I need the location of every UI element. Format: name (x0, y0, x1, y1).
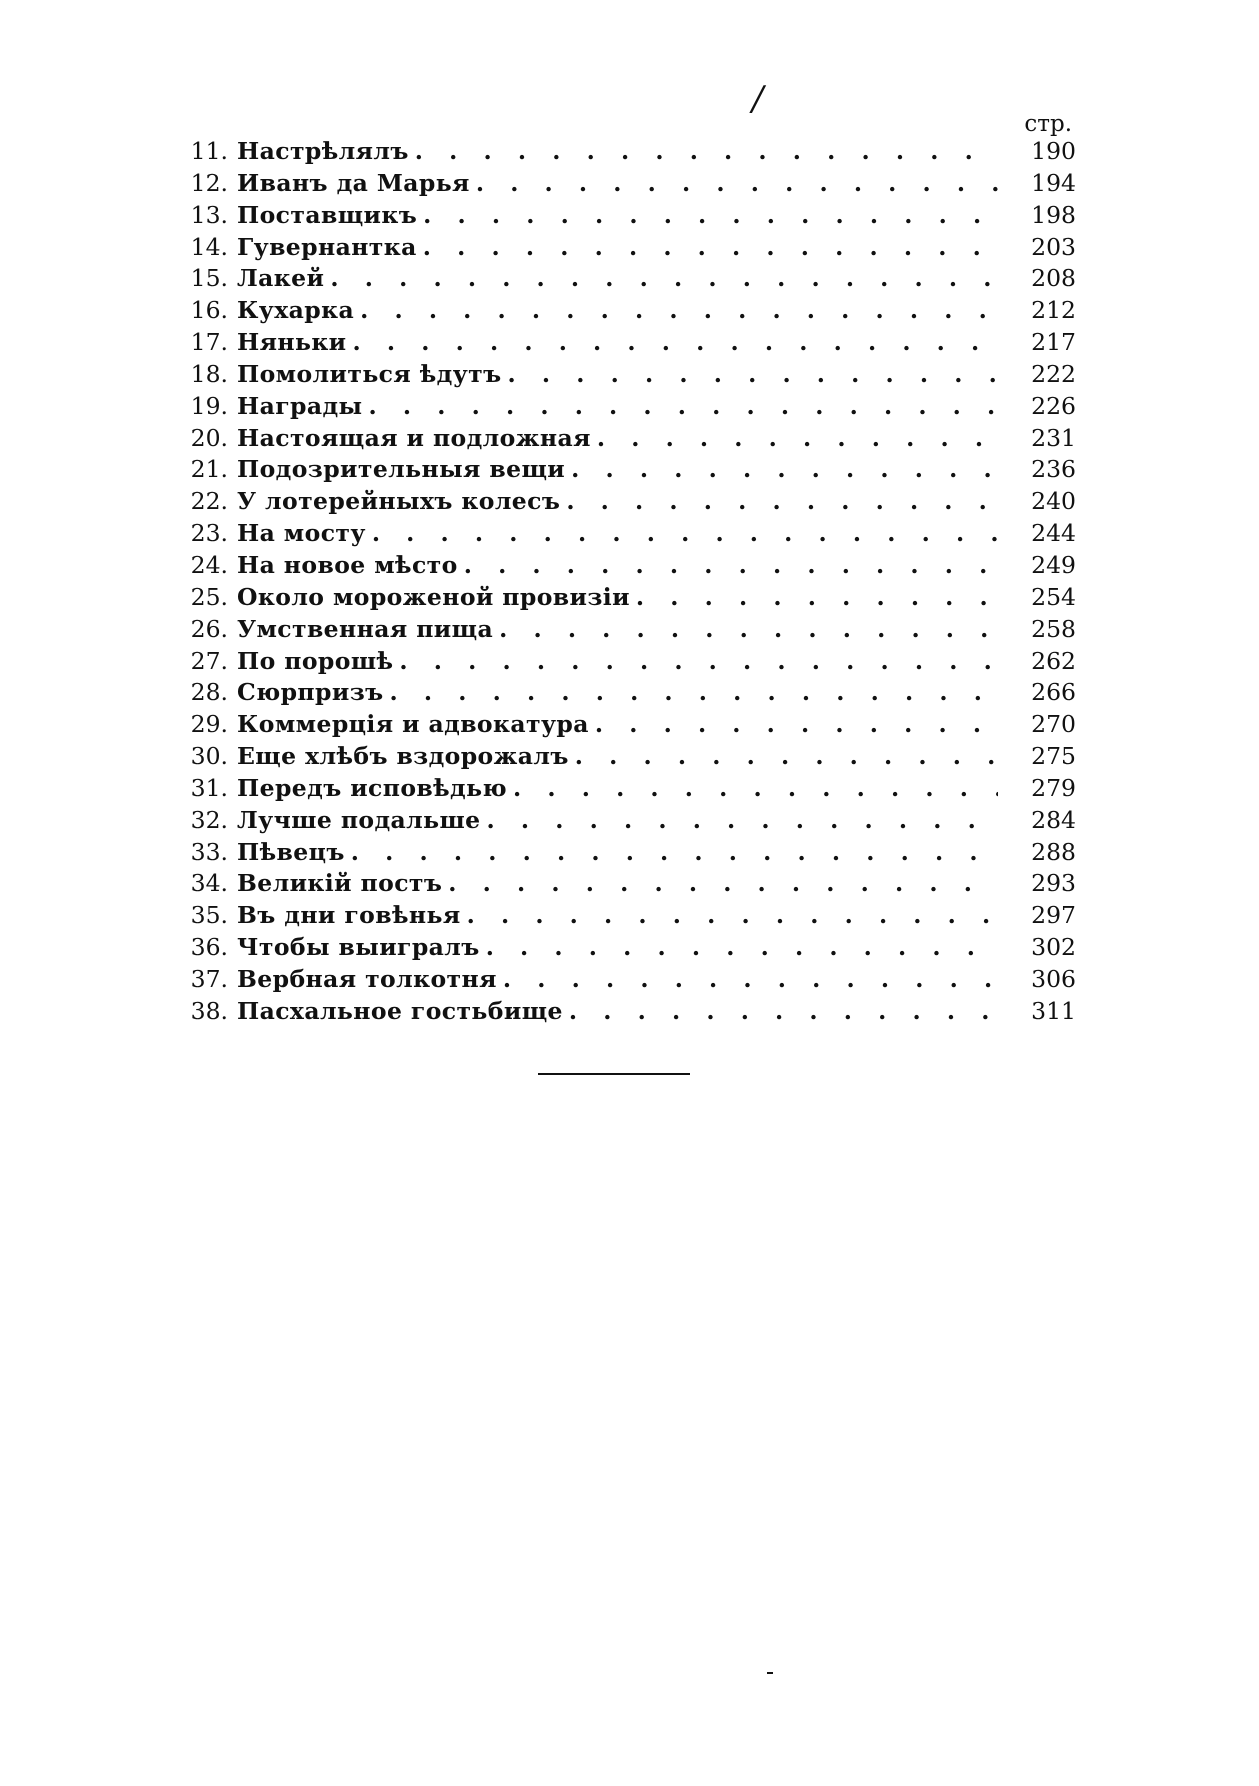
dot-leader (448, 868, 998, 900)
dot-leader (330, 263, 998, 295)
entry-page-number: 203 (1031, 232, 1076, 261)
entry-title: Пасхальное гостьбище (237, 996, 563, 1025)
entry-number: 16. (190, 296, 228, 325)
dot-leader (423, 200, 998, 232)
toc-entry (178, 646, 1076, 678)
entry-number: 23. (190, 519, 228, 548)
entry-page-number: 194 (1031, 168, 1076, 197)
entry-page-number: 217 (1031, 328, 1076, 357)
entry-title: Настрѣлялъ (237, 137, 409, 165)
toc-entry (178, 837, 1076, 869)
dot-leader (575, 741, 998, 773)
entry-page-number: 226 (1031, 391, 1076, 420)
dot-leader (399, 646, 998, 678)
entry-page-number: 249 (1031, 550, 1076, 579)
dot-leader (571, 454, 998, 486)
entry-page-number: 198 (1031, 200, 1076, 229)
entry-title: По порошѣ (237, 646, 394, 675)
entry-number: 27. (190, 646, 228, 675)
toc-entry (178, 232, 1076, 264)
entry-page-number: 293 (1031, 869, 1076, 898)
entry-number: 33. (190, 837, 228, 866)
entry-title: Гувернантка (237, 232, 417, 261)
entry-title: Помолиться ѣдутъ (237, 359, 502, 388)
entry-page-number: 222 (1031, 359, 1076, 388)
dot-leader (372, 518, 998, 550)
entry-page-number: 231 (1031, 423, 1076, 452)
entry-title: Великій постъ (237, 869, 443, 898)
entry-page-number: 262 (1031, 646, 1076, 675)
entry-page-number: 266 (1031, 678, 1076, 707)
toc-entry (178, 677, 1076, 709)
entry-title: Въ дни говѣнья (237, 901, 461, 930)
dot-leader (487, 805, 998, 837)
entry-number: 12. (190, 168, 228, 197)
toc-entry (178, 932, 1076, 964)
entry-title: Лакей (237, 264, 325, 293)
page-mark: / (752, 79, 764, 119)
entry-number: 38. (190, 996, 228, 1025)
entry-number: 17. (190, 328, 228, 357)
entry-title: Около мороженой провизіи (237, 582, 630, 611)
entry-title: Передъ исповѣдью (237, 773, 507, 802)
entry-number: 14. (190, 232, 228, 261)
entry-page-number: 279 (1031, 773, 1076, 802)
entry-number: 22. (190, 487, 228, 516)
entry-number: 35. (190, 901, 228, 930)
entry-title: Награды (237, 391, 363, 420)
toc-entry (178, 741, 1076, 773)
dot-leader (360, 295, 998, 327)
entry-number: 18. (190, 359, 228, 388)
toc-entry (178, 518, 1076, 550)
dot-leader (464, 550, 998, 582)
end-rule (538, 1073, 690, 1075)
toc-entry (178, 391, 1076, 423)
toc-entry (178, 550, 1076, 582)
dot-leader (636, 582, 998, 614)
entry-page-number: 236 (1031, 455, 1076, 484)
entry-page-number: 190 (1031, 137, 1076, 165)
dot-leader (351, 837, 998, 869)
entry-number: 36. (190, 933, 228, 962)
toc-entry (178, 327, 1076, 359)
dot-leader (597, 423, 998, 455)
toc-entry (178, 773, 1076, 805)
toc-entry (178, 900, 1076, 932)
toc-entry (178, 996, 1076, 1028)
dot-leader (503, 964, 998, 996)
entry-title: Кухарка (237, 296, 355, 325)
entry-page-number: 240 (1031, 487, 1076, 516)
entry-page-number: 311 (1031, 996, 1076, 1025)
entry-number: 30. (190, 742, 228, 771)
entry-title: Настоящая и подложная (237, 423, 591, 452)
entry-number: 19. (190, 391, 228, 420)
toc-entry (178, 709, 1076, 741)
toc-entry (178, 359, 1076, 391)
entry-title: Сюрпризъ (237, 678, 384, 707)
entry-title: Умственная пища (237, 614, 494, 643)
entry-title: Подозрительныя вещи (237, 455, 566, 484)
entry-page-number: 306 (1031, 964, 1076, 993)
entry-number: 29. (190, 710, 228, 739)
dot-leader (566, 486, 998, 518)
toc-entry (178, 582, 1076, 614)
entry-number: 34. (190, 869, 228, 898)
entry-number: 21. (190, 455, 228, 484)
entry-number: 31. (190, 773, 228, 802)
dot-leader (353, 327, 998, 359)
entry-title: У лотерейныхъ колесъ (237, 487, 561, 516)
entry-title: Поставщикъ (237, 200, 418, 229)
entry-title: Чтобы выигралъ (237, 933, 480, 962)
entry-page-number: 297 (1031, 901, 1076, 930)
entry-page-number: 275 (1031, 742, 1076, 771)
entry-page-number: 284 (1031, 805, 1076, 834)
entry-number: 25. (190, 582, 228, 611)
dot-leader (369, 391, 998, 423)
dot-leader (508, 359, 998, 391)
entry-number: 13. (190, 200, 228, 229)
entry-page-number: 302 (1031, 933, 1076, 962)
entry-number: 20. (190, 423, 228, 452)
dot-leader (476, 168, 998, 200)
entry-title: На мосту (237, 519, 366, 548)
toc-entry (178, 168, 1076, 200)
page-column-label: стр. (1024, 111, 1072, 137)
toc-entry (178, 805, 1076, 837)
toc-entry (178, 614, 1076, 646)
dot-leader (423, 232, 998, 264)
footer-mark (767, 1672, 773, 1674)
toc-entry (178, 423, 1076, 455)
dot-leader (467, 900, 998, 932)
entry-page-number: 244 (1031, 519, 1076, 548)
dot-leader (390, 677, 998, 709)
entry-page-number: 288 (1031, 837, 1076, 866)
entry-title: Пѣвецъ (237, 837, 345, 866)
dot-leader (486, 932, 998, 964)
dot-leader (499, 614, 998, 646)
toc-entry (178, 295, 1076, 327)
entry-number: 24. (190, 550, 228, 579)
dot-leader (513, 773, 998, 805)
entry-title: Вербная толкотня (237, 964, 497, 993)
toc-entry (178, 486, 1076, 518)
dot-leader (569, 996, 998, 1028)
entry-title: Лучше подальше (237, 805, 481, 834)
toc-entry (178, 454, 1076, 486)
dot-leader (595, 709, 998, 741)
toc-entry (178, 964, 1076, 996)
entry-page-number: 212 (1031, 296, 1076, 325)
entry-page-number: 270 (1031, 710, 1076, 739)
dot-leader (415, 136, 998, 168)
toc-entry (178, 868, 1076, 900)
entry-number: 37. (190, 964, 228, 993)
entry-title: Коммерція и адвокатура (237, 710, 589, 739)
toc-entry (178, 200, 1076, 232)
entry-number: 26. (190, 614, 228, 643)
entry-number: 28. (190, 678, 228, 707)
entry-title: На новое мѣсто (237, 550, 458, 579)
entry-title: Иванъ да Марья (237, 168, 470, 197)
toc-entry (178, 136, 1076, 168)
toc-entry (178, 263, 1076, 295)
entry-page-number: 258 (1031, 614, 1076, 643)
table-of-contents (178, 136, 1076, 1028)
entry-number: 32. (190, 805, 228, 834)
entry-page-number: 208 (1031, 264, 1076, 293)
entry-number: 15. (190, 264, 228, 293)
entry-number: 11. (190, 137, 228, 165)
entry-page-number: 254 (1031, 582, 1076, 611)
entry-title: Няньки (237, 328, 347, 357)
entry-title: Еще хлѣбъ вздорожалъ (237, 742, 569, 771)
